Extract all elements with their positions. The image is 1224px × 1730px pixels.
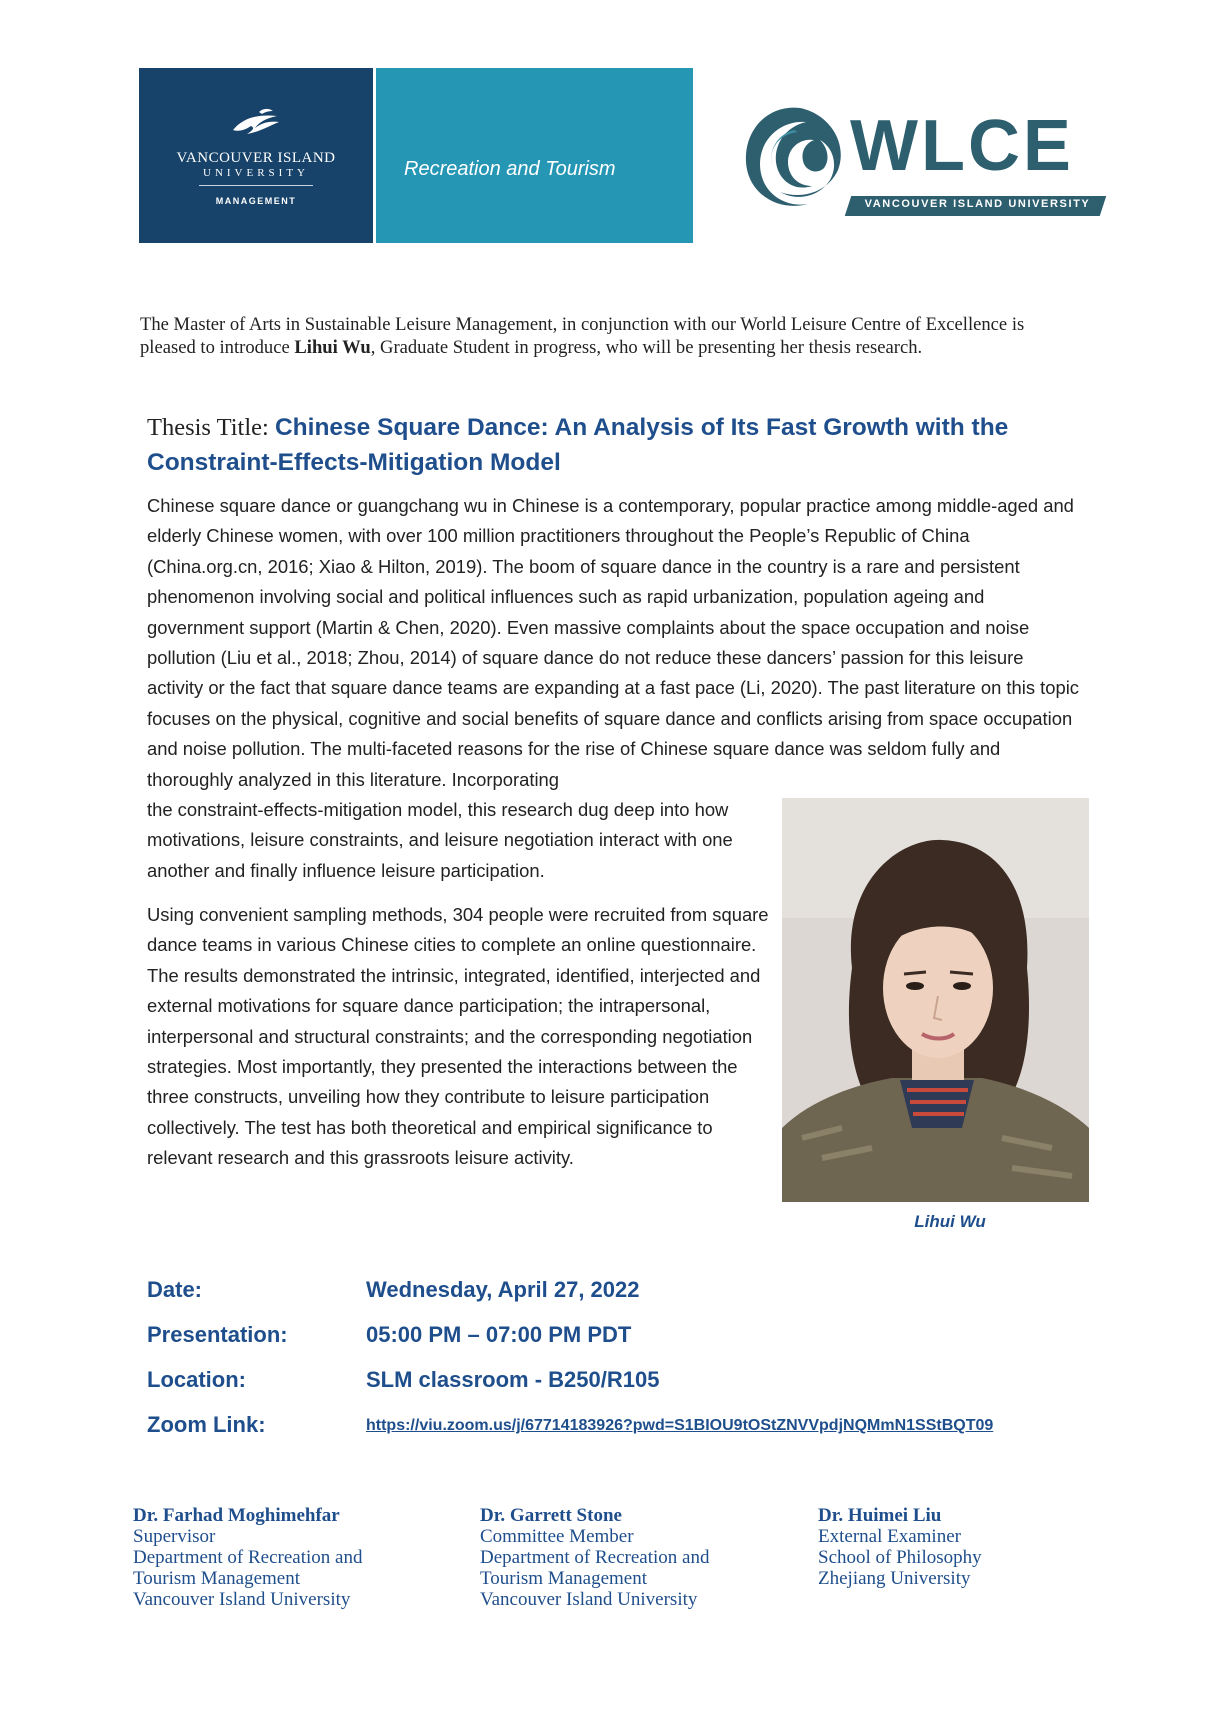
wlce-spiral-icon [738, 100, 848, 218]
viu-management-logo [139, 68, 373, 243]
member-dept-line2: Tourism Management [133, 1568, 300, 1589]
viu-name-line1: VANCOUVER ISLAND [176, 150, 336, 166]
member-org: Vancouver Island University [480, 1589, 698, 1610]
event-location: SLM classroom - B250/R105 [366, 1367, 660, 1392]
member-role: External Examiner [818, 1526, 961, 1547]
member-name: Dr. Huimei Liu [818, 1505, 942, 1526]
committee-member-2 [480, 1505, 780, 1610]
department-banner [376, 68, 693, 243]
member-role: Committee Member [480, 1526, 634, 1547]
member-name: Dr. Farhad Moghimehfar [133, 1505, 340, 1526]
intro-before: The Master of Arts in Sustainable Leisure Management, in conjunction with our World Leisure Centre of Excellence is pleased to introduce [140, 314, 1025, 358]
presentation-time: 05:00 PM – 07:00 PM PDT [366, 1322, 632, 1347]
wlce-wordmark: WLCE [850, 106, 1074, 186]
member-dept-line1: Department of Recreation and [133, 1547, 363, 1568]
member-role: Supervisor [133, 1526, 216, 1547]
zoom-link-label: Zoom Link: [147, 1412, 266, 1437]
intro-after: , Graduate Student in progress, who will be presenting her thesis research. [370, 337, 923, 358]
committee-member-external [818, 1505, 1118, 1589]
presenter-name: Lihui Wu [294, 337, 371, 358]
date-label: Date: [147, 1277, 203, 1302]
wlce-logo [738, 100, 1108, 220]
presenter-photo [782, 798, 1089, 1202]
viu-divider-rule [199, 185, 313, 186]
zoom-link[interactable]: https://viu.zoom.us/j/67714183926?pwd=S1BIOU9tOStZNVVpdjNQMmN1SStBQT09 [366, 1417, 994, 1434]
member-dept-line2: Zhejiang University [818, 1568, 971, 1589]
location-label: Location: [147, 1367, 246, 1392]
abstract-paragraph-1-continued: the constraint-effects-mitigation model, this research dug deep into how motivations, leisure constraints, and leisure negotiation interact with one another and finally influence leisure participation. [147, 799, 733, 881]
abstract-paragraph-1: Chinese square dance or guangchang wu in Chinese is a contemporary, popular practice among middle-aged and elderly Chinese women, with over 100 million practitioners throughout the People’s Republic of China (China.org.cn, 2016; Xiao & Hilton, 2019). The boom of square dance in the country is a rare and persistent phenomenon involving social and political influences such as rapid urbanization, population ageing and government support (Martin & Chen, 2020). Even massive complaints about the space occupation and noise pollution (Liu et al., 2018; Zhou, 2014) of square dance do not reduce these dancers’ passion for this leisure activity or the fact that square dance teams are expanding at a fast pace (Li, 2020). The past literature on this topic focuses on the physical, cognitive and social benefits of square dance and conflicts arising from space occupation and noise pollution. The multi-faceted reasons for the rise of Chinese square dance was seldom fully and thoroughly analyzed in this literature. Incorporating [147, 495, 1079, 790]
thesis-label: Thesis Title: [147, 414, 275, 441]
viu-unit-label: MANAGEMENT [215, 196, 297, 206]
member-dept-line1: School of Philosophy [818, 1547, 982, 1568]
member-org: Vancouver Island University [133, 1589, 351, 1610]
viu-wave-emblem-icon [229, 108, 283, 138]
thesis-heading [147, 410, 1107, 480]
event-date: Wednesday, April 27, 2022 [366, 1277, 640, 1302]
member-dept-line1: Department of Recreation and [480, 1547, 710, 1568]
member-dept-line2: Tourism Management [480, 1568, 647, 1589]
thesis-title: Chinese Square Dance: An Analysis of Its Fast Growth with the Constraint-Effects-Mitigation Model [147, 414, 1009, 476]
presentation-label: Presentation: [147, 1322, 288, 1347]
department-name: Recreation and Tourism [404, 158, 616, 180]
member-name: Dr. Garrett Stone [480, 1505, 622, 1526]
photo-caption: Lihui Wu [914, 1212, 986, 1231]
intro-paragraph [140, 313, 1080, 359]
presenter-portrait-illustration [782, 798, 1089, 1202]
wlce-subtitle: VANCOUVER ISLAND UNIVERSITY [864, 198, 1091, 210]
committee-member-supervisor [133, 1505, 433, 1610]
viu-name-line2: UNIVERSITY [203, 167, 309, 179]
abstract-paragraph-2: Using convenient sampling methods, 304 people were recruited from square dance teams in various Chinese cities to complete an online questionnaire. The results demonstrated the intrinsic, integrated, identified, interjected and external motivations for square dance participation; the intrapersonal, interpersonal and structural constraints; and the corresponding negotiation strategies. Most importantly, they presented the interactions between the three constructs, unveiling how they contribute to leisure participation collectively. The test has both theoretical and empirical significance to relevant research and this grassroots leisure activity. [147, 904, 769, 1169]
